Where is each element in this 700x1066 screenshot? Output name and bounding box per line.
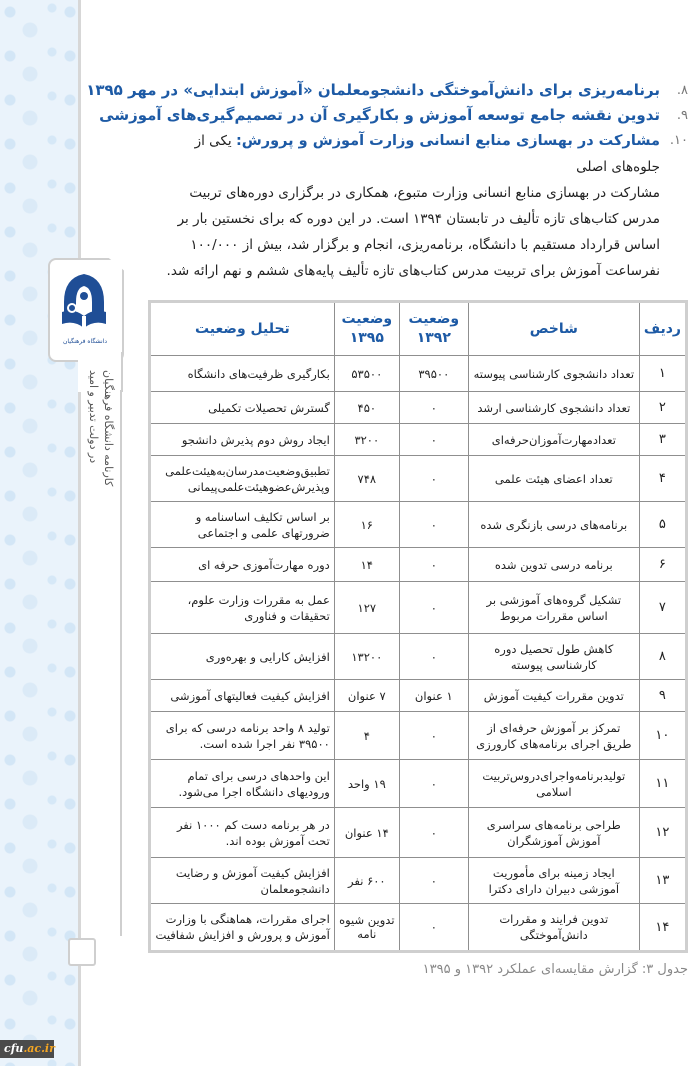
header-status-1392: وضعیت ۱۳۹۲ bbox=[399, 302, 468, 356]
header-status-1395: وضعیت ۱۳۹۵ bbox=[334, 302, 399, 356]
cell-indicator: برنامه درسی تدوین شده bbox=[468, 548, 639, 582]
cell-status-1395: ۴ bbox=[334, 712, 399, 760]
cell-analysis: گسترش تحصیلات تکمیلی bbox=[150, 392, 335, 424]
cell-analysis: بکارگیری ظرفیت‌های دانشگاه bbox=[150, 356, 335, 392]
site-badge-domain: .ac.ir bbox=[23, 1042, 55, 1055]
cell-status-1392: ۰ bbox=[399, 548, 468, 582]
sidebar-divider bbox=[120, 390, 122, 936]
site-badge[interactable] bbox=[0, 1040, 54, 1058]
cell-status-1392: ۰ bbox=[399, 760, 468, 808]
cell-indicator: طراحی برنامه‌های سراسری آموزش آموزشگران bbox=[468, 808, 639, 858]
cell-status-1392: ۰ bbox=[399, 904, 468, 952]
table-row bbox=[150, 904, 687, 952]
cell-row-number: ۱۱ bbox=[639, 760, 686, 808]
cell-status-1395: ۳۲۰۰ bbox=[334, 424, 399, 456]
cell-indicator: ایجاد زمینه برای مأموریت آموزشی دبیران دارای دکترا bbox=[468, 858, 639, 904]
cell-status-1395: ۱۴ bbox=[334, 548, 399, 582]
list-item-9 bbox=[99, 103, 688, 128]
cell-row-number: ۲ bbox=[639, 392, 686, 424]
cell-row-number: ۱ bbox=[639, 356, 686, 392]
item-10-body: مشارکت در بهسازی منابع انسانی وزارت متبوع، همکاری در برگزاری دوره‌های تربیت مدرس کتاب‌های تازه تألیف در تابستان ۱۳۹۴ است. در این دوره که برای نخستین بار بر اساس قرارداد مستقیم با دانشگاه، برنامه‌ریزی، انجام و برگزار شد، بیش از ۱۰۰/۰۰۰ نفرساعت آموزش برای تربیت مدرس کتاب‌های تازه تألیف پایه‌های ششم و نهم ارائه شد. bbox=[166, 185, 660, 279]
cell-status-1392: ۰ bbox=[399, 424, 468, 456]
cell-analysis: دوره مهارت‌آموزی حرفه ای bbox=[150, 548, 335, 582]
cell-status-1392: ۰ bbox=[399, 634, 468, 680]
cell-analysis: ایجاد روش دوم پذیرش دانشجو bbox=[150, 424, 335, 456]
cell-indicator: تعداد اعضای هیئت علمی bbox=[468, 456, 639, 502]
table-row bbox=[150, 808, 687, 858]
cell-indicator: تعداد دانشجوی کارشناسی پیوسته bbox=[468, 356, 639, 392]
item-lead: مشارکت در بهسازی منابع انسانی وزارت آموزش و پرورش: bbox=[235, 133, 660, 149]
cell-row-number: ۱۲ bbox=[639, 808, 686, 858]
cell-analysis: عمل به مقررات وزارت علوم، تحقیقات و فناوری bbox=[150, 582, 335, 634]
cell-row-number: ۷ bbox=[639, 582, 686, 634]
cell-status-1395: ۷ عنوان bbox=[334, 680, 399, 712]
cell-analysis: افزایش کارایی و بهره‌وری bbox=[150, 634, 335, 680]
item-number: ۱۰. bbox=[669, 133, 688, 148]
header-indicator: شاخص bbox=[468, 302, 639, 356]
table-row bbox=[150, 392, 687, 424]
cell-row-number: ۵ bbox=[639, 502, 686, 548]
table-row bbox=[150, 582, 687, 634]
cell-status-1392: ۰ bbox=[399, 712, 468, 760]
cell-status-1395: ۶۰۰ نفر bbox=[334, 858, 399, 904]
cell-status-1392: ۰ bbox=[399, 456, 468, 502]
cell-status-1392: ۰ bbox=[399, 502, 468, 548]
cell-status-1395: ۵۳۵۰۰ bbox=[334, 356, 399, 392]
cell-indicator: تدوین مقررات کیفیت آموزش bbox=[468, 680, 639, 712]
cell-analysis: اجرای مقررات، هماهنگی با وزارت آموزش و پرورش و افزایش شفافیت bbox=[150, 904, 335, 952]
cell-row-number: ۴ bbox=[639, 456, 686, 502]
item-number: ۸. bbox=[676, 83, 688, 98]
cell-analysis: در هر برنامه دست کم ۱۰۰۰ نفر تحت آموزش بوده اند. bbox=[150, 808, 335, 858]
table-row bbox=[150, 712, 687, 760]
content-list bbox=[86, 78, 688, 284]
cell-status-1395: ۱۶ bbox=[334, 502, 399, 548]
cell-row-number: ۶ bbox=[639, 548, 686, 582]
item-first-line: یکی از جلوه‌های اصلی bbox=[194, 133, 660, 175]
cell-indicator: تعدادمهارت‌آموزان‌حرفه‌ای bbox=[468, 424, 639, 456]
item-number: ۹. bbox=[676, 108, 688, 123]
header-row-number: ردیف bbox=[639, 302, 686, 356]
site-badge-main: cfu bbox=[4, 1042, 24, 1055]
cell-analysis: افزایش کیفیت فعالیتهای آموزشی bbox=[150, 680, 335, 712]
cell-row-number: ۹ bbox=[639, 680, 686, 712]
table-row bbox=[150, 548, 687, 582]
vertical-report-title bbox=[86, 370, 116, 486]
header-analysis: تحلیل وضعیت bbox=[150, 302, 335, 356]
cell-row-number: ۳ bbox=[639, 424, 686, 456]
cell-status-1395: تدوین شیوه نامه bbox=[334, 904, 399, 952]
item-text: برنامه‌ریزی برای دانش‌آموختگی دانشجومعلمان «آموزش ابتدایی» در مهر ۱۳۹۵ bbox=[86, 81, 660, 99]
table-row bbox=[150, 760, 687, 808]
list-item-10 bbox=[148, 128, 688, 180]
cell-row-number: ۱۳ bbox=[639, 858, 686, 904]
cell-indicator: تمرکز بر آموزش حرفه‌ای از طریق اجرای برنامه‌های کارورزی bbox=[468, 712, 639, 760]
cell-indicator: تولیدبرنامه‌واجرای‌دروس‌تربیت اسلامی bbox=[468, 760, 639, 808]
table-row bbox=[150, 424, 687, 456]
table-row bbox=[150, 356, 687, 392]
cell-status-1395: ۱۲۷ bbox=[334, 582, 399, 634]
table-header-row bbox=[150, 302, 687, 356]
decorative-sidebar bbox=[0, 0, 81, 1066]
cell-status-1392: ۰ bbox=[399, 808, 468, 858]
cell-status-1395: ۴۵۰ bbox=[334, 392, 399, 424]
cell-status-1392: ۰ bbox=[399, 858, 468, 904]
table-row bbox=[150, 502, 687, 548]
item-text: تدوین نقشه جامع توسعه آموزش و بکارگیری آن در تصمیم‌گیری‌های آموزشی bbox=[99, 106, 660, 124]
table-caption: جدول ۳: گزارش مقایسه‌ای عملکرد ۱۳۹۲ و ۱۳۹۵ bbox=[422, 962, 688, 977]
cell-status-1395: ۷۴۸ bbox=[334, 456, 399, 502]
cell-status-1395: ۱۹ واحد bbox=[334, 760, 399, 808]
cell-row-number: ۱۰ bbox=[639, 712, 686, 760]
cell-indicator: تعداد دانشجوی کارشناسی ارشد bbox=[468, 392, 639, 424]
cell-analysis: بر اساس تکلیف اساسنامه و ضرورتهای علمی و اجتماعی bbox=[150, 502, 335, 548]
cell-indicator: کاهش طول تحصیل دوره کارشناسی پیوسته bbox=[468, 634, 639, 680]
page-marker-box bbox=[68, 938, 96, 966]
vertical-title-line2: در دولت تدبیر و امید bbox=[87, 370, 100, 464]
vertical-title-line1: کارنامه دانشگاه فرهنگیان bbox=[102, 370, 115, 487]
table-row bbox=[150, 680, 687, 712]
cell-indicator: تدوین فرایند و مقررات دانش‌آموختگی bbox=[468, 904, 639, 952]
logo-caption: دانشگاه فرهنگیان bbox=[62, 338, 108, 345]
cell-status-1392: ۳۹۵۰۰ bbox=[399, 356, 468, 392]
cell-status-1395: ۱۴ عنوان bbox=[334, 808, 399, 858]
comparison-table bbox=[148, 300, 688, 953]
cell-analysis: این واحدهای درسی برای تمام ورودیهای دانشگاه اجرا می‌شود. bbox=[150, 760, 335, 808]
cell-row-number: ۸ bbox=[639, 634, 686, 680]
cell-analysis: تولید ۸ واحد برنامه درسی که برای ۳۹۵۰۰ نفر اجرا شده است. bbox=[150, 712, 335, 760]
table-row bbox=[150, 456, 687, 502]
cell-status-1392: ۰ bbox=[399, 392, 468, 424]
cell-analysis: افزایش کیفیت آموزش و رضایت دانشجومعلمان bbox=[150, 858, 335, 904]
cell-status-1395: ۱۳۲۰۰ bbox=[334, 634, 399, 680]
cell-status-1392: ۰ bbox=[399, 582, 468, 634]
cell-status-1392: ۱ عنوان bbox=[399, 680, 468, 712]
table-row bbox=[150, 634, 687, 680]
cell-row-number: ۱۴ bbox=[639, 904, 686, 952]
list-item-8 bbox=[86, 78, 688, 103]
university-logo-icon bbox=[58, 272, 110, 334]
cell-analysis: تطبیق‌وضعیت‌مدرسان‌به‌هیئت‌علمی وپذیرش‌عضوهیئت‌علمی‌پیمانی bbox=[150, 456, 335, 502]
table-row bbox=[150, 858, 687, 904]
cell-indicator: تشکیل گروه‌های آموزشی بر اساس مقررات مربوط bbox=[468, 582, 639, 634]
cell-indicator: برنامه‌های درسی بازنگری شده bbox=[468, 502, 639, 548]
